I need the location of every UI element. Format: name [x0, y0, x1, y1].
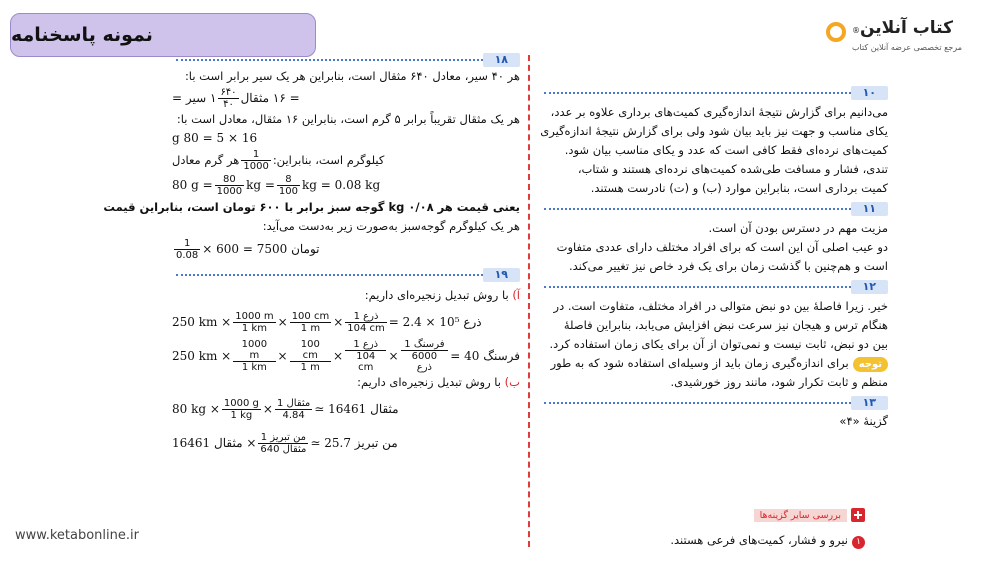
question-number: ۱۸ — [483, 53, 520, 67]
note-tag: توجه — [853, 357, 888, 372]
chain-conversion-3: 80 kg × $\frac{1000 g}{1 kg}$ × $\frac{\text{1 مثقال}}{4.84}$ ≃ 16461 مثقال — [172, 397, 399, 421]
right-column — [540, 86, 888, 431]
plus-grid-icon — [851, 508, 865, 522]
text-line: کمیت برداری است، بنابراین موارد (ب) و (ت) نادرست هستند. — [590, 181, 888, 195]
review-other-options — [754, 508, 865, 522]
text-line: است و هم‌چنین با گذشت زمان برای یک فرد خاص نیز تغییر می‌کند. — [568, 259, 888, 273]
section-header-10 — [540, 86, 888, 100]
logo-ring-icon — [826, 22, 846, 42]
q13-item-1: ۱نیرو و فشار، کمیت‌های فرعی هستند. — [670, 531, 865, 550]
text-line: هر یک کیلوگرم گوجه‌سبز به‌صورت زیر به‌دست می‌آید: — [262, 219, 520, 233]
ketab-online-logo[interactable] — [826, 18, 986, 58]
equation-seer: = ۱۶ مثقال $\frac{۶۴۰}{۴۰}$ ۱ سیر = — [172, 86, 300, 110]
text-line: هنگام ترس و هیجان نیز سرعت نبض افزایش می‌یابد، بنابراین فاصلهٔ — [563, 318, 888, 332]
part-a-intro: آ) با روش تبدیل زنجیره‌ای داریم: — [364, 288, 520, 302]
review-label: بررسی سایر گزینه‌ها — [754, 509, 847, 522]
column-divider — [528, 55, 530, 547]
text-line: خیر. زیرا فاصلهٔ بین دو نبض متوالی در افراد مختلف، متفاوت است. در — [553, 299, 888, 313]
chain-conversion-1: 250 km × $\frac{1000 m}{1 km}$ × $\frac{100 cm}{1 m}$ × $\frac{\text{1 ذرع}}{104 cm}$ = 2.4 × 10⁵ ذرع — [172, 310, 482, 334]
chain-conversion-4: 16461 مثقال × $\frac{\text{1 من تبریز}}{\text{640 مثقال}}$ ≃ 25.7 من تبریز — [172, 431, 398, 455]
chain-conversion-2: 250 km × $\frac{1000 m}{1 km}$ × $\frac{100 cm}{1 m}$ × $\frac{\text{1 ذرع}}{104 cm}$ × $\frac{\text{1 فرسنگ}}{\text{6000 ذرع}}$ = 40 فرسنگ — [172, 339, 521, 373]
equation-price: $\frac{1}{0.08}$ × 600 = 7500 تومان — [176, 237, 320, 261]
section-header-19 — [172, 268, 520, 282]
question-number: ۱۹ — [483, 268, 520, 282]
equation-kilograms: 80 g = $\frac{80}{1000}$ kg = $\frac{8}{100}$ kg = 0.08 kg — [172, 173, 381, 197]
text-line: یعنی قیمت هر ۰/۰۸ kg گوجه سبز برابر با ۶۰۰ تومان است، بنابراین قیمت — [103, 200, 520, 214]
q10-answer — [540, 103, 888, 198]
answer-sample-badge — [10, 13, 316, 57]
section-header-11 — [540, 202, 888, 216]
left-column — [103, 53, 521, 460]
note-line: توجهبرای اندازه‌گیری زمان باید از وسیله‌ای استفاده شود که به طور — [540, 354, 888, 373]
equation-grams: 16 × 5 = 80 g — [172, 131, 258, 145]
logo-subtitle: مرجع تخصصی عرضه آنلاین کتاب — [852, 43, 963, 52]
text-line: بین دو نبض، ثابت نیست و نمی‌توان از آن برای یکای زمان استفاده کرد. — [549, 337, 888, 351]
q13-answer: گزینهٔ «۴» — [839, 414, 888, 428]
badge-title: نمونه پاسخنامه — [11, 24, 153, 46]
q11-answer — [540, 219, 888, 276]
option-number-badge: ۱ — [852, 536, 865, 549]
question-number: ۱۳ — [851, 396, 888, 410]
text-line: دو عیب اصلی آن این است که برای افراد مختلف دارای عددی متفاوت — [556, 240, 888, 254]
website-url[interactable]: www.ketabonline.ir — [15, 528, 139, 543]
gram-kilo-line: کیلوگرم است، بنابراین: $\frac{1}{1000}$ هر گرم معادل — [172, 148, 385, 172]
text-line: تندی، فشار و مسافت طی‌شده کمیت‌های نرده‌ای هستند و شتاب، — [577, 162, 888, 176]
text-line: منظم و ثابت تکرار شود، مانند روز خورشیدی. — [670, 375, 888, 389]
question-number: ۱۰ — [851, 86, 888, 100]
text-line: هر ۴۰ سیر، معادل ۶۴۰ مثقال است، بنابراین هر یک سیر برابر است با: — [184, 69, 520, 83]
logo-title: کتاب آنلاین® — [852, 18, 954, 38]
text-line: هر یک مثقال تقریباً برابر ۵ گرم است، بنابراین ۱۶ مثقال، معادل است با: — [176, 112, 520, 126]
text-line: می‌دانیم برای گزارش نتیجهٔ اندازه‌گیری کمیت‌های برداری علاوه بر عدد، — [550, 105, 888, 119]
section-header-18 — [172, 53, 520, 67]
part-b-intro: ب) با روش تبدیل زنجیره‌ای داریم: — [357, 375, 520, 389]
text-line: کمیت‌های نرده‌ای فقط کافی است که عدد و یکای مناسب بیان شود. — [564, 143, 888, 157]
q12-answer — [540, 297, 888, 392]
section-header-12 — [540, 280, 888, 294]
text-line: یکای مناسب و جهت نیز باید بیان شود ولی برای گزارش نتیجهٔ اندازه‌گیری — [540, 124, 888, 138]
question-number: ۱۱ — [851, 202, 888, 216]
section-header-13 — [540, 396, 888, 410]
question-number: ۱۲ — [851, 280, 888, 294]
text-line: مزیت مهم در دسترس بودن آن است. — [708, 221, 888, 235]
